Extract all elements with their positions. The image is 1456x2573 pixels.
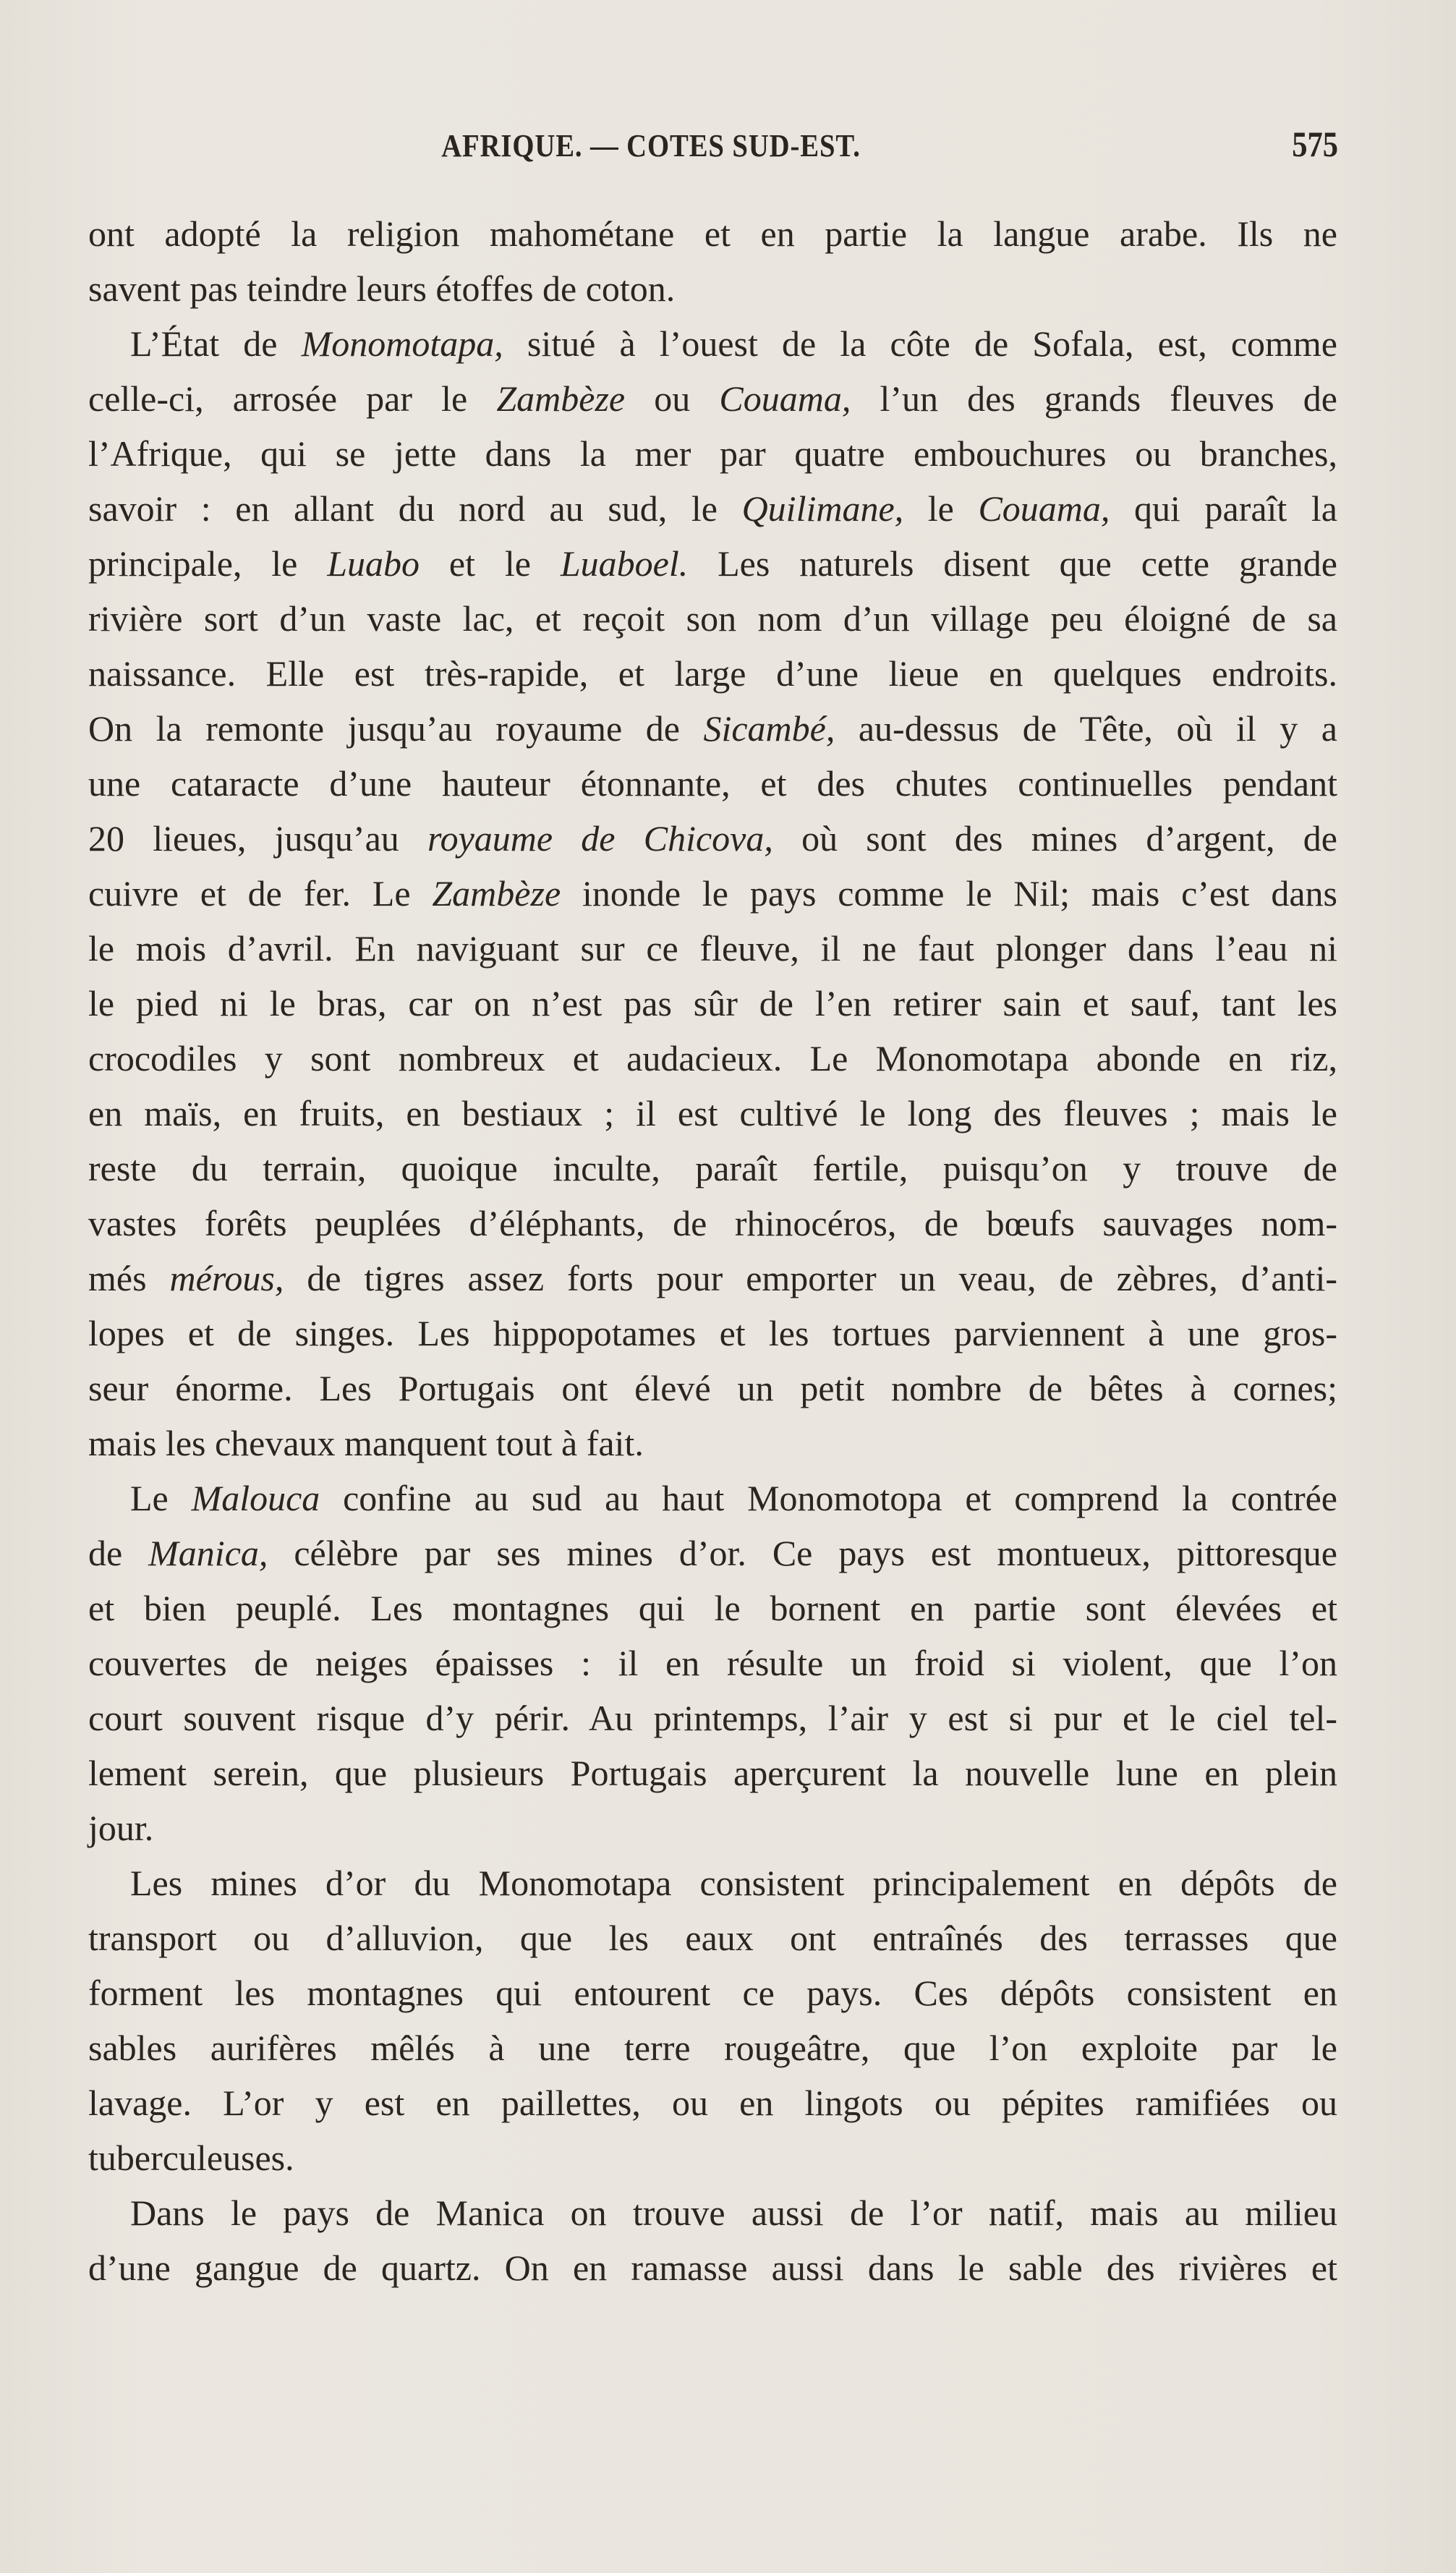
italic-term: Zambèze bbox=[432, 873, 561, 914]
text-line bbox=[88, 1086, 1337, 1141]
text-line bbox=[88, 2240, 1337, 2295]
text-run: naissance. Elle est très-rapide, et large d’une lieue en quelques endroits. bbox=[88, 653, 1337, 694]
text-line bbox=[88, 206, 1337, 261]
text-run: sables aurifères mêlés à une terre rougeâtre, que l’on exploite par le bbox=[88, 2028, 1337, 2068]
italic-term: Luabo bbox=[327, 543, 420, 584]
text-line bbox=[88, 976, 1337, 1031]
text-line bbox=[88, 1965, 1337, 2020]
text-run: L’État de bbox=[130, 323, 302, 364]
text-line bbox=[88, 1690, 1337, 1745]
text-run: confine au sud au haut Monomotopa et comprend la contrée bbox=[320, 1478, 1337, 1518]
italic-term: royaume de Chicova, bbox=[427, 818, 773, 859]
text-run: transport ou d’alluvion, que les eaux ont entraînés des terrasses que bbox=[88, 1918, 1337, 1958]
text-run: l’un des grands fleuves de bbox=[851, 378, 1338, 419]
italic-term: Couama, bbox=[978, 488, 1110, 529]
text-run: en maïs, en fruits, en bestiaux ; il est cultivé le long des fleuves ; mais le bbox=[88, 1093, 1337, 1134]
text-run: Les mines d’or du Monomotapa consistent principalement en dépôts de bbox=[130, 1863, 1337, 1903]
text-line bbox=[88, 261, 1337, 316]
body-text bbox=[88, 206, 1337, 2295]
text-run: Le bbox=[130, 1478, 192, 1518]
text-run: inonde le pays comme le Nil; mais c’est dans bbox=[561, 873, 1338, 914]
text-line bbox=[88, 1636, 1337, 1690]
text-run: l’Afrique, qui se jette dans la mer par quatre embouchures ou branches, bbox=[88, 433, 1337, 474]
text-run: lopes et de singes. Les hippopotames et les tortues parviennent à une gros- bbox=[88, 1313, 1337, 1353]
text-line bbox=[88, 591, 1337, 646]
text-run: tuberculeuses. bbox=[88, 2138, 294, 2178]
text-line bbox=[88, 1031, 1337, 1086]
italic-term: Quilimane, bbox=[741, 488, 904, 529]
text-run: qui paraît la bbox=[1110, 488, 1337, 529]
italic-term: Monomotapa, bbox=[301, 323, 503, 364]
text-run: mais les chevaux manquent tout à fait. bbox=[88, 1423, 644, 1463]
italic-term: Luaboel. bbox=[560, 543, 689, 584]
text-run: crocodiles y sont nombreux et audacieux. Le Monomotapa abonde en riz, bbox=[88, 1038, 1337, 1079]
text-run: le pied ni le bras, car on n’est pas sûr de l’en retirer sain et sauf, tant les bbox=[88, 983, 1337, 1024]
italic-term: mérous, bbox=[169, 1258, 284, 1298]
text-line bbox=[88, 1361, 1337, 1416]
italic-term: Sicambé, bbox=[703, 708, 835, 749]
text-line bbox=[88, 2185, 1337, 2240]
text-run: savent pas teindre leurs étoffes de coton. bbox=[88, 268, 676, 309]
text-line bbox=[88, 866, 1337, 921]
text-line bbox=[88, 1910, 1337, 1965]
text-line bbox=[88, 316, 1337, 371]
page-number: 575 bbox=[1292, 124, 1338, 164]
text-line bbox=[88, 1471, 1337, 1526]
italic-term: Manica, bbox=[148, 1533, 268, 1573]
text-run: de bbox=[88, 1533, 149, 1573]
text-run: court souvent risque d’y périr. Au printemps, l’air y est si pur et le ciel tel- bbox=[88, 1698, 1337, 1738]
text-run: une cataracte d’une hauteur étonnante, et des chutes continuelles pendant bbox=[88, 763, 1337, 804]
text-run: lement serein, que plusieurs Portugais aperçurent la nouvelle lune en plein bbox=[88, 1753, 1337, 1793]
text-line bbox=[88, 1416, 1337, 1471]
italic-term: Zambèze bbox=[496, 378, 626, 419]
text-run: où sont des mines d’argent, de bbox=[772, 818, 1337, 859]
text-run: celle-ci, arrosée par le bbox=[88, 378, 497, 419]
text-line bbox=[88, 811, 1337, 866]
text-run: le mois d’avril. En naviguant sur ce fleuve, il ne faut plonger dans l’eau ni bbox=[88, 928, 1337, 969]
text-run: au-dessus de Tête, où il y a bbox=[835, 708, 1337, 749]
text-run: rivière sort d’un vaste lac, et reçoit son nom d’un village peu éloigné de sa bbox=[88, 598, 1337, 639]
text-line bbox=[88, 921, 1337, 976]
text-line bbox=[88, 646, 1337, 701]
text-line bbox=[88, 1855, 1337, 1910]
text-run: vastes forêts peuplées d’éléphants, de rhinocéros, de bœufs sauvages nom- bbox=[88, 1203, 1337, 1243]
text-run: Les naturels disent que cette grande bbox=[688, 543, 1337, 584]
text-line bbox=[88, 1581, 1337, 1636]
italic-term: Malouca bbox=[191, 1478, 320, 1518]
text-run: savoir : en allant du nord au sud, le bbox=[88, 488, 742, 529]
text-line bbox=[88, 1526, 1337, 1581]
text-run: situé à l’ouest de la côte de Sofala, est, comme bbox=[503, 323, 1338, 364]
text-run: le bbox=[903, 488, 979, 529]
text-line bbox=[88, 701, 1337, 756]
text-line bbox=[88, 2075, 1337, 2130]
text-run: Dans le pays de Manica on trouve aussi de l’or natif, mais au milieu bbox=[130, 2193, 1337, 2233]
text-line bbox=[88, 481, 1337, 536]
italic-term: Couama, bbox=[719, 378, 851, 419]
text-run: couvertes de neiges épaisses : il en résulte un froid si violent, que l’on bbox=[88, 1643, 1337, 1683]
text-run: reste du terrain, quoique inculte, paraît fertile, puisqu’on y trouve de bbox=[88, 1148, 1337, 1188]
text-line bbox=[88, 1196, 1337, 1251]
text-line bbox=[88, 426, 1337, 481]
text-run: On la remonte jusqu’au royaume de bbox=[88, 708, 704, 749]
text-line bbox=[88, 536, 1337, 591]
text-run: et le bbox=[420, 543, 561, 584]
text-run: ou bbox=[625, 378, 720, 419]
text-line bbox=[88, 756, 1337, 811]
text-line bbox=[88, 1306, 1337, 1361]
text-line bbox=[88, 1745, 1337, 1800]
text-run: 20 lieues, jusqu’au bbox=[88, 818, 427, 859]
text-run: forment les montagnes qui entourent ce pays. Ces dépôts consistent en bbox=[88, 1973, 1337, 2013]
text-run: principale, le bbox=[88, 543, 328, 584]
text-run: de tigres assez forts pour emporter un veau, de zèbres, d’anti- bbox=[284, 1258, 1338, 1298]
text-line bbox=[88, 1251, 1337, 1306]
text-line bbox=[88, 2020, 1337, 2075]
text-run: lavage. L’or y est en paillettes, ou en lingots ou pépites ramifiées ou bbox=[88, 2083, 1337, 2123]
text-line bbox=[88, 1800, 1337, 1855]
text-run: d’une gangue de quartz. On en ramasse aussi dans le sable des rivières et bbox=[88, 2247, 1337, 2288]
text-run: ont adopté la religion mahométane et en partie la langue arabe. Ils ne bbox=[88, 213, 1337, 254]
text-run: jour. bbox=[88, 1808, 154, 1848]
text-line bbox=[88, 1141, 1337, 1196]
text-run: cuivre et de fer. Le bbox=[88, 873, 433, 914]
text-line bbox=[88, 371, 1337, 426]
running-title: AFRIQUE. — COTES SUD-EST. bbox=[441, 128, 861, 163]
text-run: seur énorme. Les Portugais ont élevé un petit nombre de bêtes à cornes; bbox=[88, 1368, 1337, 1408]
text-line bbox=[88, 2130, 1337, 2185]
text-run: et bien peuplé. Les montagnes qui le bornent en partie sont élevées et bbox=[88, 1588, 1337, 1628]
text-run: més bbox=[88, 1258, 170, 1298]
text-run: célèbre par ses mines d’or. Ce pays est montueux, pittoresque bbox=[268, 1533, 1337, 1573]
